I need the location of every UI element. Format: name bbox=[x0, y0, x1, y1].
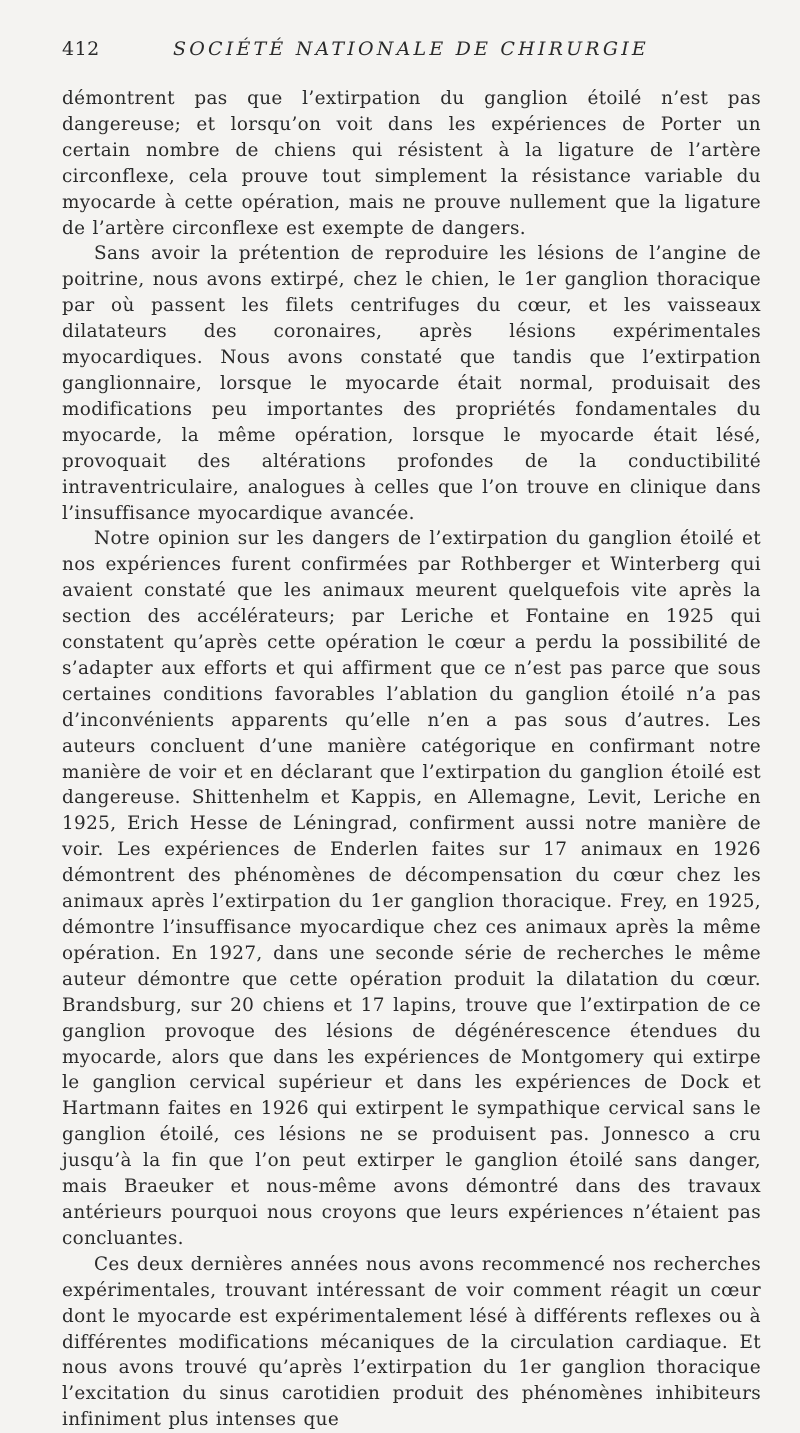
running-title: SOCIÉTÉ NATIONALE DE CHIRURGIE bbox=[173, 38, 649, 60]
paragraph-4: Ces deux dernières années nous avons recommencé nos recherches expérimentales, trouvant intéressant de voir comment réagit un cœur dont le myocarde est expérimentalement lésé à différents reflexes ou à différentes modifications mécaniques de la circulation cardiaque. Et nous avons trouvé qu’après l’extirpation du 1er ganglion thoracique l’excitation du sinus carotidien produit des phénomènes inhibiteurs infiniment plus intenses que bbox=[62, 1253, 761, 1431]
body-text bbox=[62, 86, 761, 1433]
page-number: 412 bbox=[62, 38, 100, 60]
page-header bbox=[62, 38, 760, 66]
paragraph-2: Sans avoir la prétention de reproduire les lésions de l’angine de poitrine, nous avons extirpé, chez le chien, le 1er ganglion thoracique par où passent les filets centrifuges du cœur, et les vaisseaux dilatateurs des coronaires, après lésions expérimentales myocardiques. Nous avons constaté que tandis que l’extirpation ganglionnaire, lorsque le myocarde était normal, produisait des modifications peu importantes des propriétés fondamentales du myocarde, la même opération, lorsque le myocarde était lésé, provoquait des altérations profondes de la conductibilité intraventriculaire, analogues à celles que l’on trouve en clinique dans l’insuffisance myocardique avancée. bbox=[62, 243, 761, 524]
paragraph-3: Notre opinion sur les dangers de l’extirpation du ganglion étoilé et nos expériences furent confirmées par Rothberger et Winterberg qui avaient constaté que les animaux meurent quelquefois vite après la section des accélérateurs; par Leriche et Fontaine en 1925 qui constatent qu’après cette opération le cœur a perdu la possibilité de s’adapter aux efforts et qui affirment que ce n’est pas parce que sous certaines conditions favorables l’ablation du ganglion étoilé n’a pas d’inconvénients apparents qu’elle n’en a pas sous d’autres. Les auteurs concluent d’une manière catégorique en confirmant notre manière de voir et en déclarant que l’extirpation du ganglion étoilé est dangereuse. Shittenhelm et Kappis, en Allemagne, Levit, Leriche en 1925, Erich Hesse de Léningrad, confirment aussi notre manière de voir. Les expériences de Enderlen faites sur 17 animaux en 1926 démontrent des phénomènes de décompensation du cœur chez les animaux après l’extirpation du 1er ganglion thoracique. Frey, en 1925, démontre l’insuffisance myocardique chez ces animaux après la même opération. En 1927, dans une seconde série de recherches le même auteur démontre que cette opération produit la dilatation du cœur. Brandsburg, sur 20 chiens et 17 lapins, trouve que l’extirpation de ce ganglion provoque des lésions de dégénérescence étendues du myocarde, alors que dans les expériences de Montgomery qui extirpe le ganglion cervical supérieur et dans les expériences de Dock et Hartmann faites en 1926 qui extirpent le sympathique cervical sans le ganglion étoilé, ces lésions ne se produisent pas. Jonnesco a cru jusqu’à la fin que l’on peut extirper le ganglion étoilé sans danger, mais Braeuker et nous-même avons démontré dans des travaux antérieurs pourquoi nous croyons que leurs expériences n’étaient pas concluantes. bbox=[62, 528, 761, 1249]
paragraph-1: démontrent pas que l’extirpation du ganglion étoilé n’est pas dangereuse; et lorsqu’on voit dans les expériences de Porter un certain nombre de chiens qui résistent à la ligature de l’artère circonflexe, cela prouve tout simplement la résistance variable du myocarde à cette opération, mais ne prouve nullement que la ligature de l’artère circonflexe est exempte de dangers. bbox=[62, 88, 761, 239]
